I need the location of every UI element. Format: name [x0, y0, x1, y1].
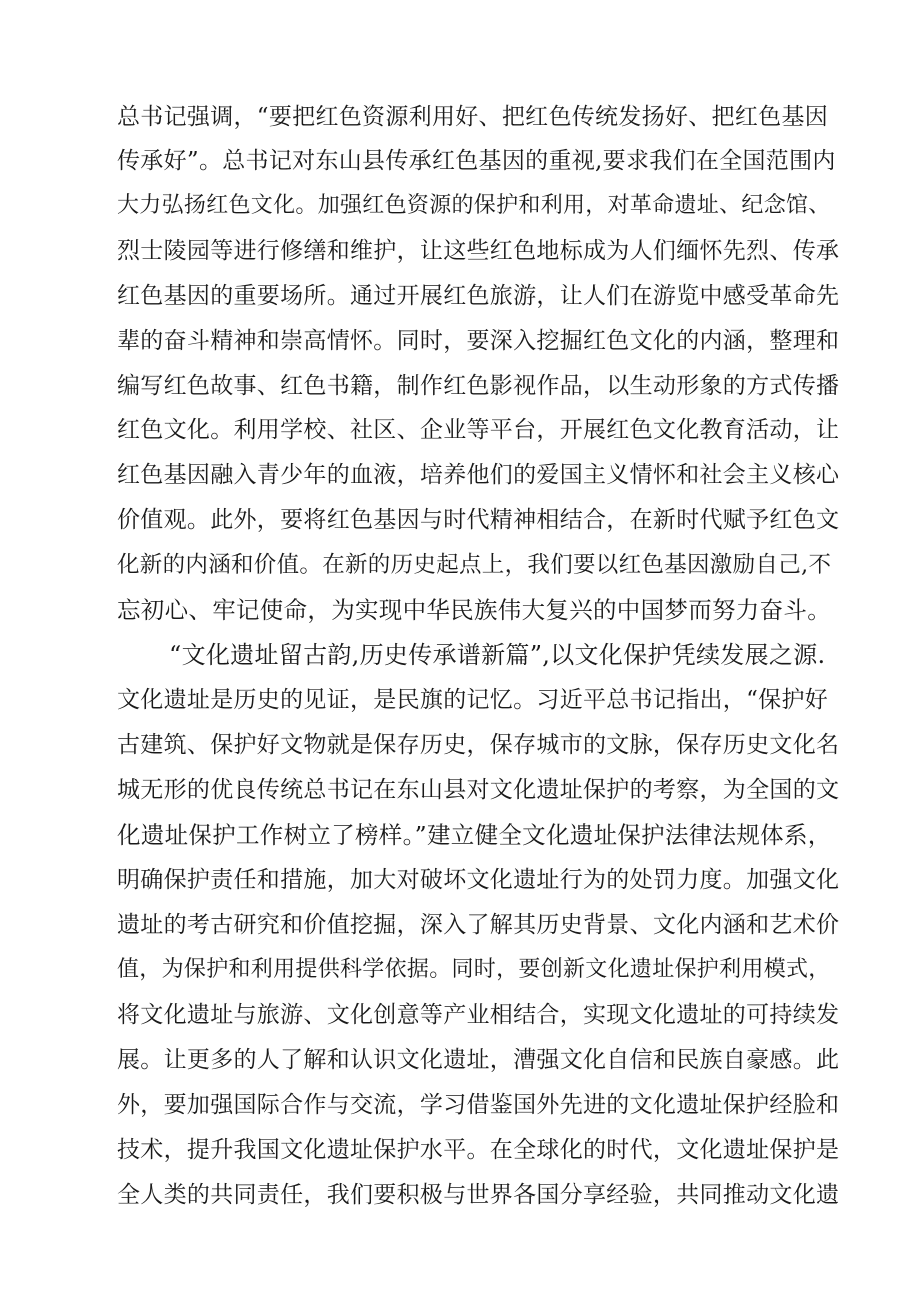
paragraph-start-line: “文化遗址留古韵,历史传承谱新篇”,以文化保护凭续发展之源. — [169, 641, 826, 669]
text-line-7: 编写红色故事、红色书籍，制作红色影视作品，以生动形象的方式传播 — [117, 373, 840, 399]
text-line-2: 传承好”。总书记对东山县传承红色基因的重视,要求我们在全国范围内 — [117, 148, 836, 174]
text-line-17: 化遗址保护工作树立了榜样。”建立健全文化遗址保护法律法规体系， — [117, 821, 832, 849]
text-line-8: 红色文化。利用学校、社区、企业等平台，开展红色文化教育活动，让 — [117, 417, 840, 443]
text-line-24: 技术，提升我国文化遗址保护水平。在全球化的时代，文化遗址保护是 — [117, 1137, 840, 1163]
text-line-4: 烈士陵园等进行修缮和维护，让这些红色地标成为人们缅怀先烈、传承 — [117, 238, 840, 264]
text-line-11: 化新的内涵和价值。在新的历史起点上，我们要以红色基因激励自己,不 — [117, 552, 832, 578]
text-line-21: 将文化遗址与旅游、文化创意等产业相结合，实现文化遗址的可持续发 — [117, 1002, 840, 1028]
text-line-5: 红色基因的重要场所。通过开展红色旅游，让人们在游览中感受革命先 — [117, 283, 840, 309]
text-line-22: 展。让更多的人了解和认识文化遗址，漕强文化自信和民族自豪感。此 — [117, 1047, 840, 1073]
text-line-9: 红色基因融入青少年的血液，培养他们的爱国主义情怀和社会主义核心 — [117, 462, 840, 488]
text-line-25: 全人类的共同责任，我们要积极与世界各国分享经验，共同推动文化遗 — [117, 1182, 840, 1208]
text-line-18: 明确保护责任和措施，加大对破坏文化遗址行为的处罚力度。加强文化 — [117, 867, 840, 893]
text-line-23: 外，要加强国际合作与交流，学习借鉴国外先进的文化遗址保护经脸和 — [117, 1092, 840, 1118]
text-line-12: 忘初心、牢记使命，为实现中华民族伟大复兴的中国梦而努力奋斗。 — [117, 596, 831, 624]
text-line-14: 文化遗址是历史的见证，是民旗的记忆。习近平总书记指出，“保护好 — [117, 687, 829, 713]
text-line-10: 价值观。此外，要将红色基因与时代精神相结合，在新时代赋予红色文 — [117, 507, 840, 533]
text-line-15: 古建筑、保护好文物就是保存历史，保存城市的文脉，保存历史文化名 — [117, 732, 840, 758]
text-line-19: 遗址的考古研究和价值挖掘，深入了解其历史背景、文化内涵和艺术价 — [117, 912, 840, 938]
text-line-3: 大力弘扬红色文化。加强红色资源的保护和利用，对革命遗址、纪念馆、 — [117, 193, 831, 218]
text-line-1: 总书记强调，“要把红色资源利用好、把红色传统发扬好、把红色基因 — [117, 104, 829, 130]
text-line-20: 值，为保护和利用提供科学依据。同时，要创新文化遗址保护利用模式， — [117, 957, 831, 982]
text-line-6: 辈的奋斗精神和崇高情怀。同时，要深入挖掘红色文化的内涵，整理和 — [117, 328, 840, 354]
text-line-16: 城无形的优良传统总书记在东山县对文化遗址保护的考察，为全国的文 — [117, 777, 840, 803]
